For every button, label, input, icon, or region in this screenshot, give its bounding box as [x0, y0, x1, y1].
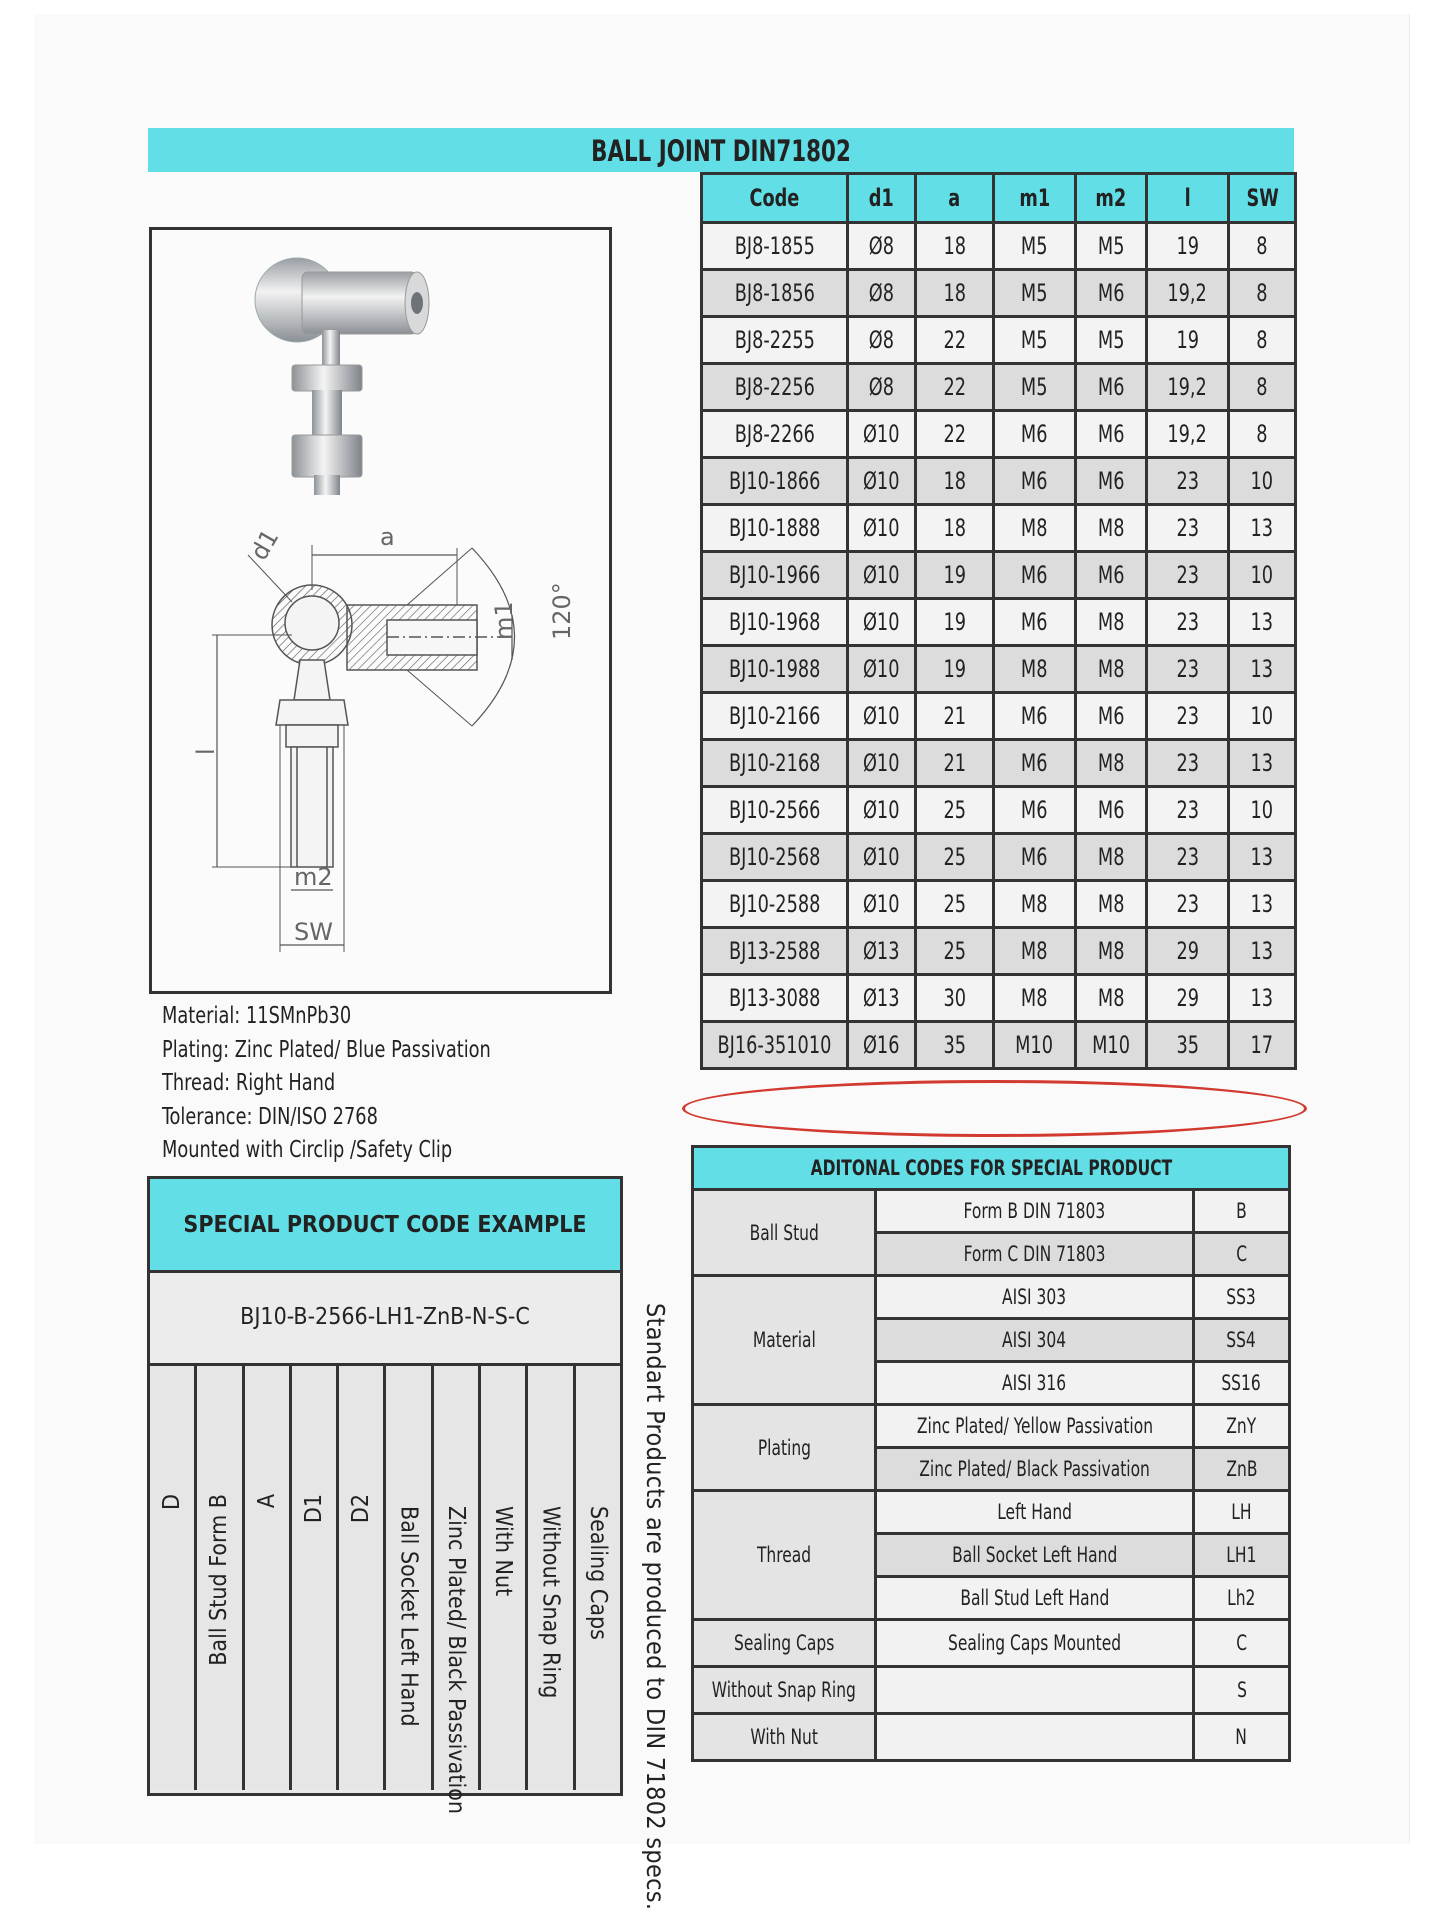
- table-cell: BJ10-2168: [702, 740, 848, 787]
- table-cell: BJ10-2166: [702, 693, 848, 740]
- table-cell: BJ10-1866: [702, 458, 848, 505]
- section-view: [212, 545, 515, 952]
- table-cell: BJ10-2588: [702, 881, 848, 928]
- table-cell: M8: [1075, 975, 1146, 1022]
- table-cell: M8: [1075, 505, 1146, 552]
- table-cell: M6: [994, 599, 1076, 646]
- table-row: [702, 834, 1296, 881]
- label-sw: SW: [294, 918, 333, 946]
- table-cell: M8: [994, 881, 1076, 928]
- column-header: l: [1146, 174, 1229, 223]
- table-cell: M8: [1075, 646, 1146, 693]
- table-cell: 23: [1146, 740, 1229, 787]
- option-cell: Ball Socket Left Hand: [876, 1534, 1194, 1577]
- table-cell: M6: [1075, 693, 1146, 740]
- example-code: BJ10-B-2566-LH1-ZnB-N-S-C: [240, 1304, 530, 1330]
- code-cell: B: [1194, 1190, 1290, 1233]
- table-cell: 23: [1146, 881, 1229, 928]
- table-cell: M6: [1075, 552, 1146, 599]
- category-cell: Plating: [693, 1405, 876, 1491]
- option-cell: AISI 316: [876, 1362, 1194, 1405]
- table-row: [702, 552, 1296, 599]
- example-column: [434, 1366, 481, 1814]
- table-cell: M6: [994, 787, 1076, 834]
- highlight-ellipse: [682, 1080, 1307, 1137]
- table-cell: 25: [915, 881, 993, 928]
- side-note: Standart Products are produced to DIN 71802 specs.: [641, 1303, 670, 1910]
- property-line: Material: 11SMnPb30: [162, 1003, 352, 1029]
- table-cell: M8: [994, 646, 1076, 693]
- table-cell: 8: [1229, 364, 1296, 411]
- table-cell: 19,2: [1146, 364, 1229, 411]
- column-header: d1: [847, 174, 915, 223]
- column-header: m2: [1075, 174, 1146, 223]
- code-cell: LH: [1194, 1491, 1290, 1534]
- table-cell: BJ10-1968: [702, 599, 848, 646]
- table-cell: 22: [915, 317, 993, 364]
- table-row: [702, 787, 1296, 834]
- table-cell: M8: [1075, 599, 1146, 646]
- table-cell: 8: [1229, 317, 1296, 364]
- code-cell: C: [1194, 1233, 1290, 1276]
- category-cell: Material: [693, 1276, 876, 1405]
- category-cell: Sealing Caps: [693, 1620, 876, 1667]
- table-cell: M8: [1075, 928, 1146, 975]
- table-header-row: [702, 174, 1296, 223]
- option-cell: Zinc Plated/ Yellow Passivation: [876, 1405, 1194, 1448]
- column-header: Code: [702, 174, 848, 223]
- table-cell: 8: [1229, 411, 1296, 458]
- additional-row: [693, 1620, 1290, 1667]
- table-cell: M10: [1075, 1022, 1146, 1069]
- property-line: Mounted with Circlip /Safety Clip: [162, 1137, 453, 1163]
- example-column-label: D1: [301, 1494, 328, 1524]
- table-cell: M6: [1075, 787, 1146, 834]
- example-column-label: Ball Stud Form B: [206, 1494, 233, 1666]
- table-cell: 10: [1229, 693, 1296, 740]
- table-row: [702, 270, 1296, 317]
- example-column: [245, 1366, 292, 1790]
- additional-heading: ADITONAL CODES FOR SPECIAL PRODUCT: [693, 1147, 1290, 1190]
- option-cell: Sealing Caps Mounted: [876, 1620, 1194, 1667]
- table-cell: 13: [1229, 646, 1296, 693]
- table-cell: BJ10-2568: [702, 834, 848, 881]
- table-cell: 23: [1146, 646, 1229, 693]
- property-line: Tolerance: DIN/ISO 2768: [162, 1103, 378, 1130]
- option-cell: [876, 1714, 1194, 1761]
- code-cell: SS16: [1194, 1362, 1290, 1405]
- table-cell: BJ10-2566: [702, 787, 848, 834]
- table-cell: 19,2: [1146, 411, 1229, 458]
- table-cell: BJ10-1888: [702, 505, 848, 552]
- example-column: [576, 1366, 620, 1790]
- table-cell: M6: [1075, 270, 1146, 317]
- table-cell: 25: [915, 834, 993, 881]
- example-column-label: Zinc Plated/ Black Passivation: [442, 1506, 469, 1814]
- title-bar: [148, 128, 1294, 172]
- table-cell: M6: [994, 693, 1076, 740]
- label-angle: 120°: [548, 582, 576, 640]
- example-heading: SPECIAL PRODUCT CODE EXAMPLE: [183, 1212, 587, 1238]
- technical-drawing: [149, 227, 612, 994]
- option-cell: Form B DIN 71803: [876, 1190, 1194, 1233]
- table-cell: M6: [1075, 458, 1146, 505]
- code-cell: Lh2: [1194, 1577, 1290, 1620]
- table-cell: Ø10: [847, 693, 915, 740]
- label-m1: m1: [490, 601, 518, 640]
- option-cell: AISI 303: [876, 1276, 1194, 1319]
- table-cell: Ø10: [847, 787, 915, 834]
- table-cell: BJ8-2255: [702, 317, 848, 364]
- table-row: [702, 599, 1296, 646]
- table-cell: 13: [1229, 881, 1296, 928]
- example-column-label: D: [159, 1494, 186, 1510]
- table-cell: 18: [915, 458, 993, 505]
- example-column-label: D2: [348, 1494, 375, 1524]
- table-cell: 19: [1146, 223, 1229, 270]
- table-cell: Ø16: [847, 1022, 915, 1069]
- table-cell: 19: [915, 599, 993, 646]
- table-cell: M6: [994, 411, 1076, 458]
- table-cell: 13: [1229, 599, 1296, 646]
- option-cell: [876, 1667, 1194, 1714]
- table-cell: 23: [1146, 599, 1229, 646]
- table-cell: 22: [915, 411, 993, 458]
- category-cell: Without Snap Ring: [693, 1667, 876, 1714]
- example-columns: [150, 1366, 620, 1814]
- table-cell: 25: [915, 928, 993, 975]
- example-column: [150, 1366, 197, 1790]
- example-column-label: Ball Socket Left Hand: [395, 1506, 422, 1727]
- property-line: Thread: Right Hand: [162, 1070, 336, 1096]
- table-cell: 23: [1146, 834, 1229, 881]
- example-header: [150, 1179, 620, 1273]
- table-cell: 18: [915, 270, 993, 317]
- additional-codes-table: [691, 1145, 1291, 1762]
- special-code-example: [147, 1176, 623, 1814]
- table-cell: 18: [915, 505, 993, 552]
- table-row: [702, 975, 1296, 1022]
- table-cell: 13: [1229, 834, 1296, 881]
- additional-row: [693, 1405, 1290, 1448]
- label-d1: d1: [245, 524, 285, 565]
- example-column-label: A: [253, 1494, 280, 1509]
- table-cell: Ø8: [847, 317, 915, 364]
- category-cell: With Nut: [693, 1714, 876, 1761]
- column-header: m1: [994, 174, 1076, 223]
- example-code-box: [150, 1273, 620, 1366]
- example-column: [386, 1366, 433, 1790]
- table-cell: M6: [994, 458, 1076, 505]
- table-cell: M8: [994, 505, 1076, 552]
- table-cell: 10: [1229, 458, 1296, 505]
- table-row: [702, 646, 1296, 693]
- table-cell: Ø10: [847, 505, 915, 552]
- code-cell: C: [1194, 1620, 1290, 1667]
- additional-row: [693, 1714, 1290, 1761]
- table-row: [702, 740, 1296, 787]
- label-l: l: [192, 748, 220, 755]
- table-cell: M5: [1075, 223, 1146, 270]
- table-cell: Ø10: [847, 881, 915, 928]
- code-cell: S: [1194, 1667, 1290, 1714]
- table-cell: Ø8: [847, 223, 915, 270]
- table-cell: Ø13: [847, 975, 915, 1022]
- table-cell: 21: [915, 740, 993, 787]
- table-row: [702, 317, 1296, 364]
- table-cell: Ø10: [847, 740, 915, 787]
- label-a: a: [380, 523, 395, 551]
- table-cell: 23: [1146, 505, 1229, 552]
- table-cell: 13: [1229, 975, 1296, 1022]
- table-cell: BJ13-3088: [702, 975, 848, 1022]
- table-cell: M5: [994, 364, 1076, 411]
- code-cell: N: [1194, 1714, 1290, 1761]
- table-cell: 22: [915, 364, 993, 411]
- table-row: [702, 458, 1296, 505]
- option-cell: Ball Stud Left Hand: [876, 1577, 1194, 1620]
- table-row: [702, 364, 1296, 411]
- ball-joint-drawing: [152, 230, 609, 991]
- table-cell: M6: [994, 834, 1076, 881]
- example-column: [528, 1366, 575, 1790]
- table-cell: Ø10: [847, 552, 915, 599]
- table-cell: M8: [1075, 881, 1146, 928]
- table-cell: 29: [1146, 928, 1229, 975]
- additional-row: [693, 1667, 1290, 1714]
- properties-list: [162, 1000, 544, 1168]
- label-m2: m2: [294, 863, 333, 891]
- example-column: [197, 1366, 244, 1790]
- code-cell: SS4: [1194, 1319, 1290, 1362]
- example-column-label: With Nut: [490, 1506, 517, 1597]
- table-cell: 23: [1146, 458, 1229, 505]
- table-row: [702, 505, 1296, 552]
- table-cell: M5: [1075, 317, 1146, 364]
- table-cell: 19: [915, 552, 993, 599]
- code-cell: ZnB: [1194, 1448, 1290, 1491]
- table-cell: BJ13-2588: [702, 928, 848, 975]
- table-cell: 8: [1229, 270, 1296, 317]
- table-cell: M8: [994, 975, 1076, 1022]
- table-cell: Ø10: [847, 599, 915, 646]
- table-cell: 19: [915, 646, 993, 693]
- table-cell: M8: [1075, 834, 1146, 881]
- additional-row: [693, 1190, 1290, 1233]
- example-column: [292, 1366, 339, 1790]
- table-row: [702, 928, 1296, 975]
- table-cell: 23: [1146, 552, 1229, 599]
- table-cell: M5: [994, 223, 1076, 270]
- column-header: SW: [1229, 174, 1296, 223]
- table-cell: 21: [915, 693, 993, 740]
- table-cell: M6: [994, 740, 1076, 787]
- table-cell: 17: [1229, 1022, 1296, 1069]
- option-cell: AISI 304: [876, 1319, 1194, 1362]
- table-cell: Ø10: [847, 646, 915, 693]
- table-cell: M6: [1075, 411, 1146, 458]
- table-row: [702, 411, 1296, 458]
- table-cell: 18: [915, 223, 993, 270]
- table-cell: BJ8-2266: [702, 411, 848, 458]
- product-render: [255, 258, 429, 495]
- example-column: [481, 1366, 528, 1790]
- table-cell: Ø8: [847, 270, 915, 317]
- table-cell: BJ8-1855: [702, 223, 848, 270]
- option-cell: Left Hand: [876, 1491, 1194, 1534]
- table-cell: M6: [1075, 364, 1146, 411]
- page-title: BALL JOINT DIN71802: [591, 134, 851, 168]
- table-cell: Ø10: [847, 458, 915, 505]
- table-row: [702, 223, 1296, 270]
- table-cell: M6: [994, 552, 1076, 599]
- table-cell: 13: [1229, 928, 1296, 975]
- dimension-labels: [192, 523, 576, 946]
- table-cell: 29: [1146, 975, 1229, 1022]
- table-cell: 13: [1229, 740, 1296, 787]
- table-cell: BJ8-2256: [702, 364, 848, 411]
- table-cell: 23: [1146, 787, 1229, 834]
- table-cell: M5: [994, 270, 1076, 317]
- table-row: [702, 693, 1296, 740]
- category-cell: Thread: [693, 1491, 876, 1620]
- option-cell: Form C DIN 71803: [876, 1233, 1194, 1276]
- additional-row: [693, 1276, 1290, 1319]
- table-cell: M8: [994, 928, 1076, 975]
- table-cell: 25: [915, 787, 993, 834]
- table-cell: 10: [1229, 787, 1296, 834]
- table-cell: BJ8-1856: [702, 270, 848, 317]
- table-cell: M5: [994, 317, 1076, 364]
- table-cell: BJ10-1966: [702, 552, 848, 599]
- category-cell: Ball Stud: [693, 1190, 876, 1276]
- table-cell: 23: [1146, 693, 1229, 740]
- table-cell: 19: [1146, 317, 1229, 364]
- table-cell: BJ16-351010: [702, 1022, 848, 1069]
- column-header: a: [915, 174, 993, 223]
- property-line: Plating: Zinc Plated/ Blue Passivation: [162, 1036, 491, 1063]
- additional-row: [693, 1491, 1290, 1534]
- option-cell: Zinc Plated/ Black Passivation: [876, 1448, 1194, 1491]
- ball-joint-table: [700, 172, 1297, 1070]
- table-row: [702, 881, 1296, 928]
- example-column-label: Without Snap Ring: [537, 1506, 564, 1699]
- code-cell: SS3: [1194, 1276, 1290, 1319]
- table-cell: Ø10: [847, 834, 915, 881]
- table-cell: BJ10-1988: [702, 646, 848, 693]
- example-column-label: Sealing Caps: [584, 1506, 611, 1640]
- table-cell: 30: [915, 975, 993, 1022]
- table-cell: 35: [915, 1022, 993, 1069]
- table-cell: 8: [1229, 223, 1296, 270]
- table-cell: 35: [1146, 1022, 1229, 1069]
- table-cell: 19,2: [1146, 270, 1229, 317]
- table-row: [702, 1022, 1296, 1069]
- code-cell: ZnY: [1194, 1405, 1290, 1448]
- table-cell: Ø13: [847, 928, 915, 975]
- example-column: [339, 1366, 386, 1790]
- table-cell: M10: [994, 1022, 1076, 1069]
- table-cell: 13: [1229, 505, 1296, 552]
- code-cell: LH1: [1194, 1534, 1290, 1577]
- table-cell: Ø10: [847, 411, 915, 458]
- table-cell: Ø8: [847, 364, 915, 411]
- table-cell: M8: [1075, 740, 1146, 787]
- table-cell: 10: [1229, 552, 1296, 599]
